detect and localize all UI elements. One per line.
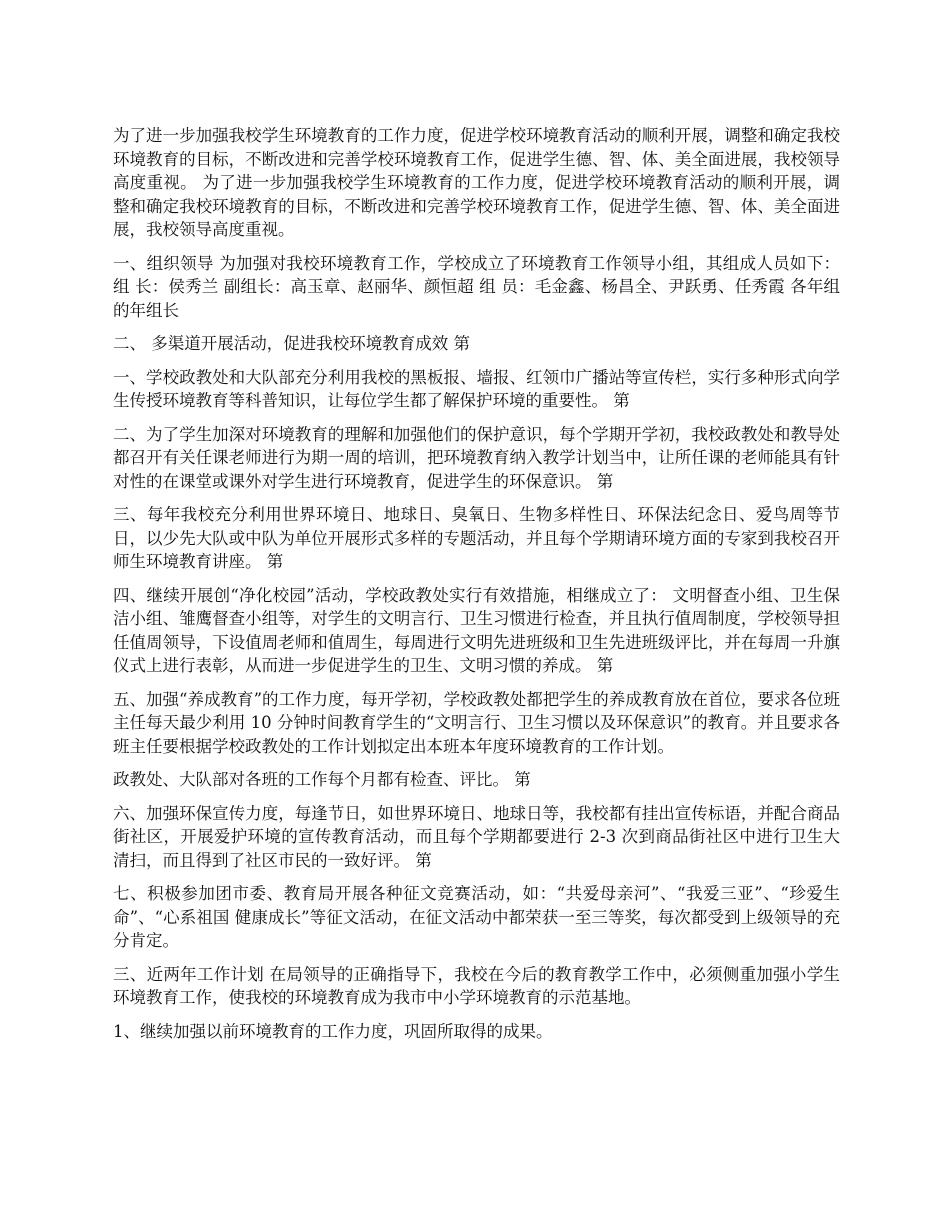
- paragraph-item-three: 三、每年我校充分利用世界环境日、地球日、臭氧日、生物多样性日、环保法纪念日、爱鸟周等节日，以少先大队或中队为单位开展形式多样的专题活动，并且每个学期请环境方面的专家到我校召开师生环境教育讲座。 第: [113, 505, 840, 571]
- paragraph-item-one: 一、学校政教处和大队部充分利用我校的黑板报、墙报、红领巾广播站等宣传栏，实行多种形式向学生传授环境教育等科普知识，让每位学生都了解保护环境的重要性。 第: [113, 367, 840, 410]
- paragraph-organization: 一、组织领导 为加强对我校环境教育工作，学校成立了环境教育工作领导小组，其组成人员如下： 组 长：侯秀兰 副组长：高玉章、赵丽华、颜恒超 组 员：毛金鑫、杨昌全、尹跃勇、任秀霞 各年组的年组长: [113, 253, 840, 320]
- paragraph-item-two: 二、为了学生加深对环境教育的理解和加强他们的保护意识，每个学期开学初，我校政教处和教导处都召开有关任课老师进行为期一周的培训，把环境教育纳入教学计划当中，让所任课的老师能具有针对性的在课堂或课外对学生进行环境教育，促进学生的环保意识。 第: [113, 424, 840, 491]
- paragraph-section-two-heading: 二、 多渠道开展活动，促进我校环境教育成效 第: [113, 334, 470, 353]
- document-body: [113, 124, 840, 1053]
- paragraph-item-five: 五、加强“养成教育”的工作力度，每开学初，学校政教处都把学生的养成教育放在首位，要求各位班主任每天最少利用 10 分钟时间教育学生的“文明言行、卫生习惯以及环保意识”的教育。并且要求各班主任要根据学校政教处的工作计划拟定出本班本年度环境教育的工作计划。: [113, 689, 840, 756]
- paragraph-inspection: 政教处、大队部对各班的工作每个月都有检查、评比。 第: [113, 770, 531, 789]
- paragraph-item-seven: 七、积极参加团市委、教育局开展各种征文竞赛活动，如：“共爱母亲河”、“我爱三亚”、“珍爱生命”、“心系祖国 健康成长”等征文活动，在征文活动中都荣获一至三等奖，每次都受到上级领导的充分肯定。: [113, 884, 840, 950]
- paragraph-plan-one: 1、继续加强以前环境教育的工作力度，巩固所取得的成果。: [113, 1021, 553, 1041]
- paragraph-section-three: 三、近两年工作计划 在局领导的正确指导下，我校在今后的教育教学工作中，必须侧重加强小学生环境教育工作，使我校的环境教育成为我市中小学环境教育的示范基地。: [113, 964, 840, 1007]
- paragraph-item-six: 六、加强环保宣传力度，每逢节日，如世界环境日、地球日等，我校都有挂出宣传标语，并配合商品街社区，开展爱护环境的宣传教育活动，而且每个学期都要进行 2-3 次到商品街社区中进行卫生大清扫，而且得到了社区市民的一致好评。 第: [113, 803, 840, 870]
- paragraph-item-four: 四、继续开展创“净化校园”活动，学校政教处实行有效措施，相继成立了： 文明督查小组、卫生保洁小组、雏鹰督查小组等，对学生的文明言行、卫生习惯进行检查，并且执行值周制度，学校领导担任值周领导，下设值周老师和值周生，每周进行文明先进班级和卫生先进班级评比，并在每周一升旗仪式上进行表彰，从而进一步促进学生的卫生、文明习惯的养成。 第: [113, 585, 840, 675]
- paragraph-intro: 为了进一步加强我校学生环境教育的工作力度，促进学校环境教育活动的顺利开展，调整和确定我校环境教育的目标，不断改进和完善学校环境教育工作，促进学生德、智、体、美全面进展，我校领导高度重视。 为了进一步加强我校学生环境教育的工作力度，促进学校环境教育活动的顺利开展，调整和确定我校环境教育的目标，不断改进和完善学校环境教育工作，促进学生德、智、体、美全面进展，我校领导高度重视。: [113, 126, 840, 239]
